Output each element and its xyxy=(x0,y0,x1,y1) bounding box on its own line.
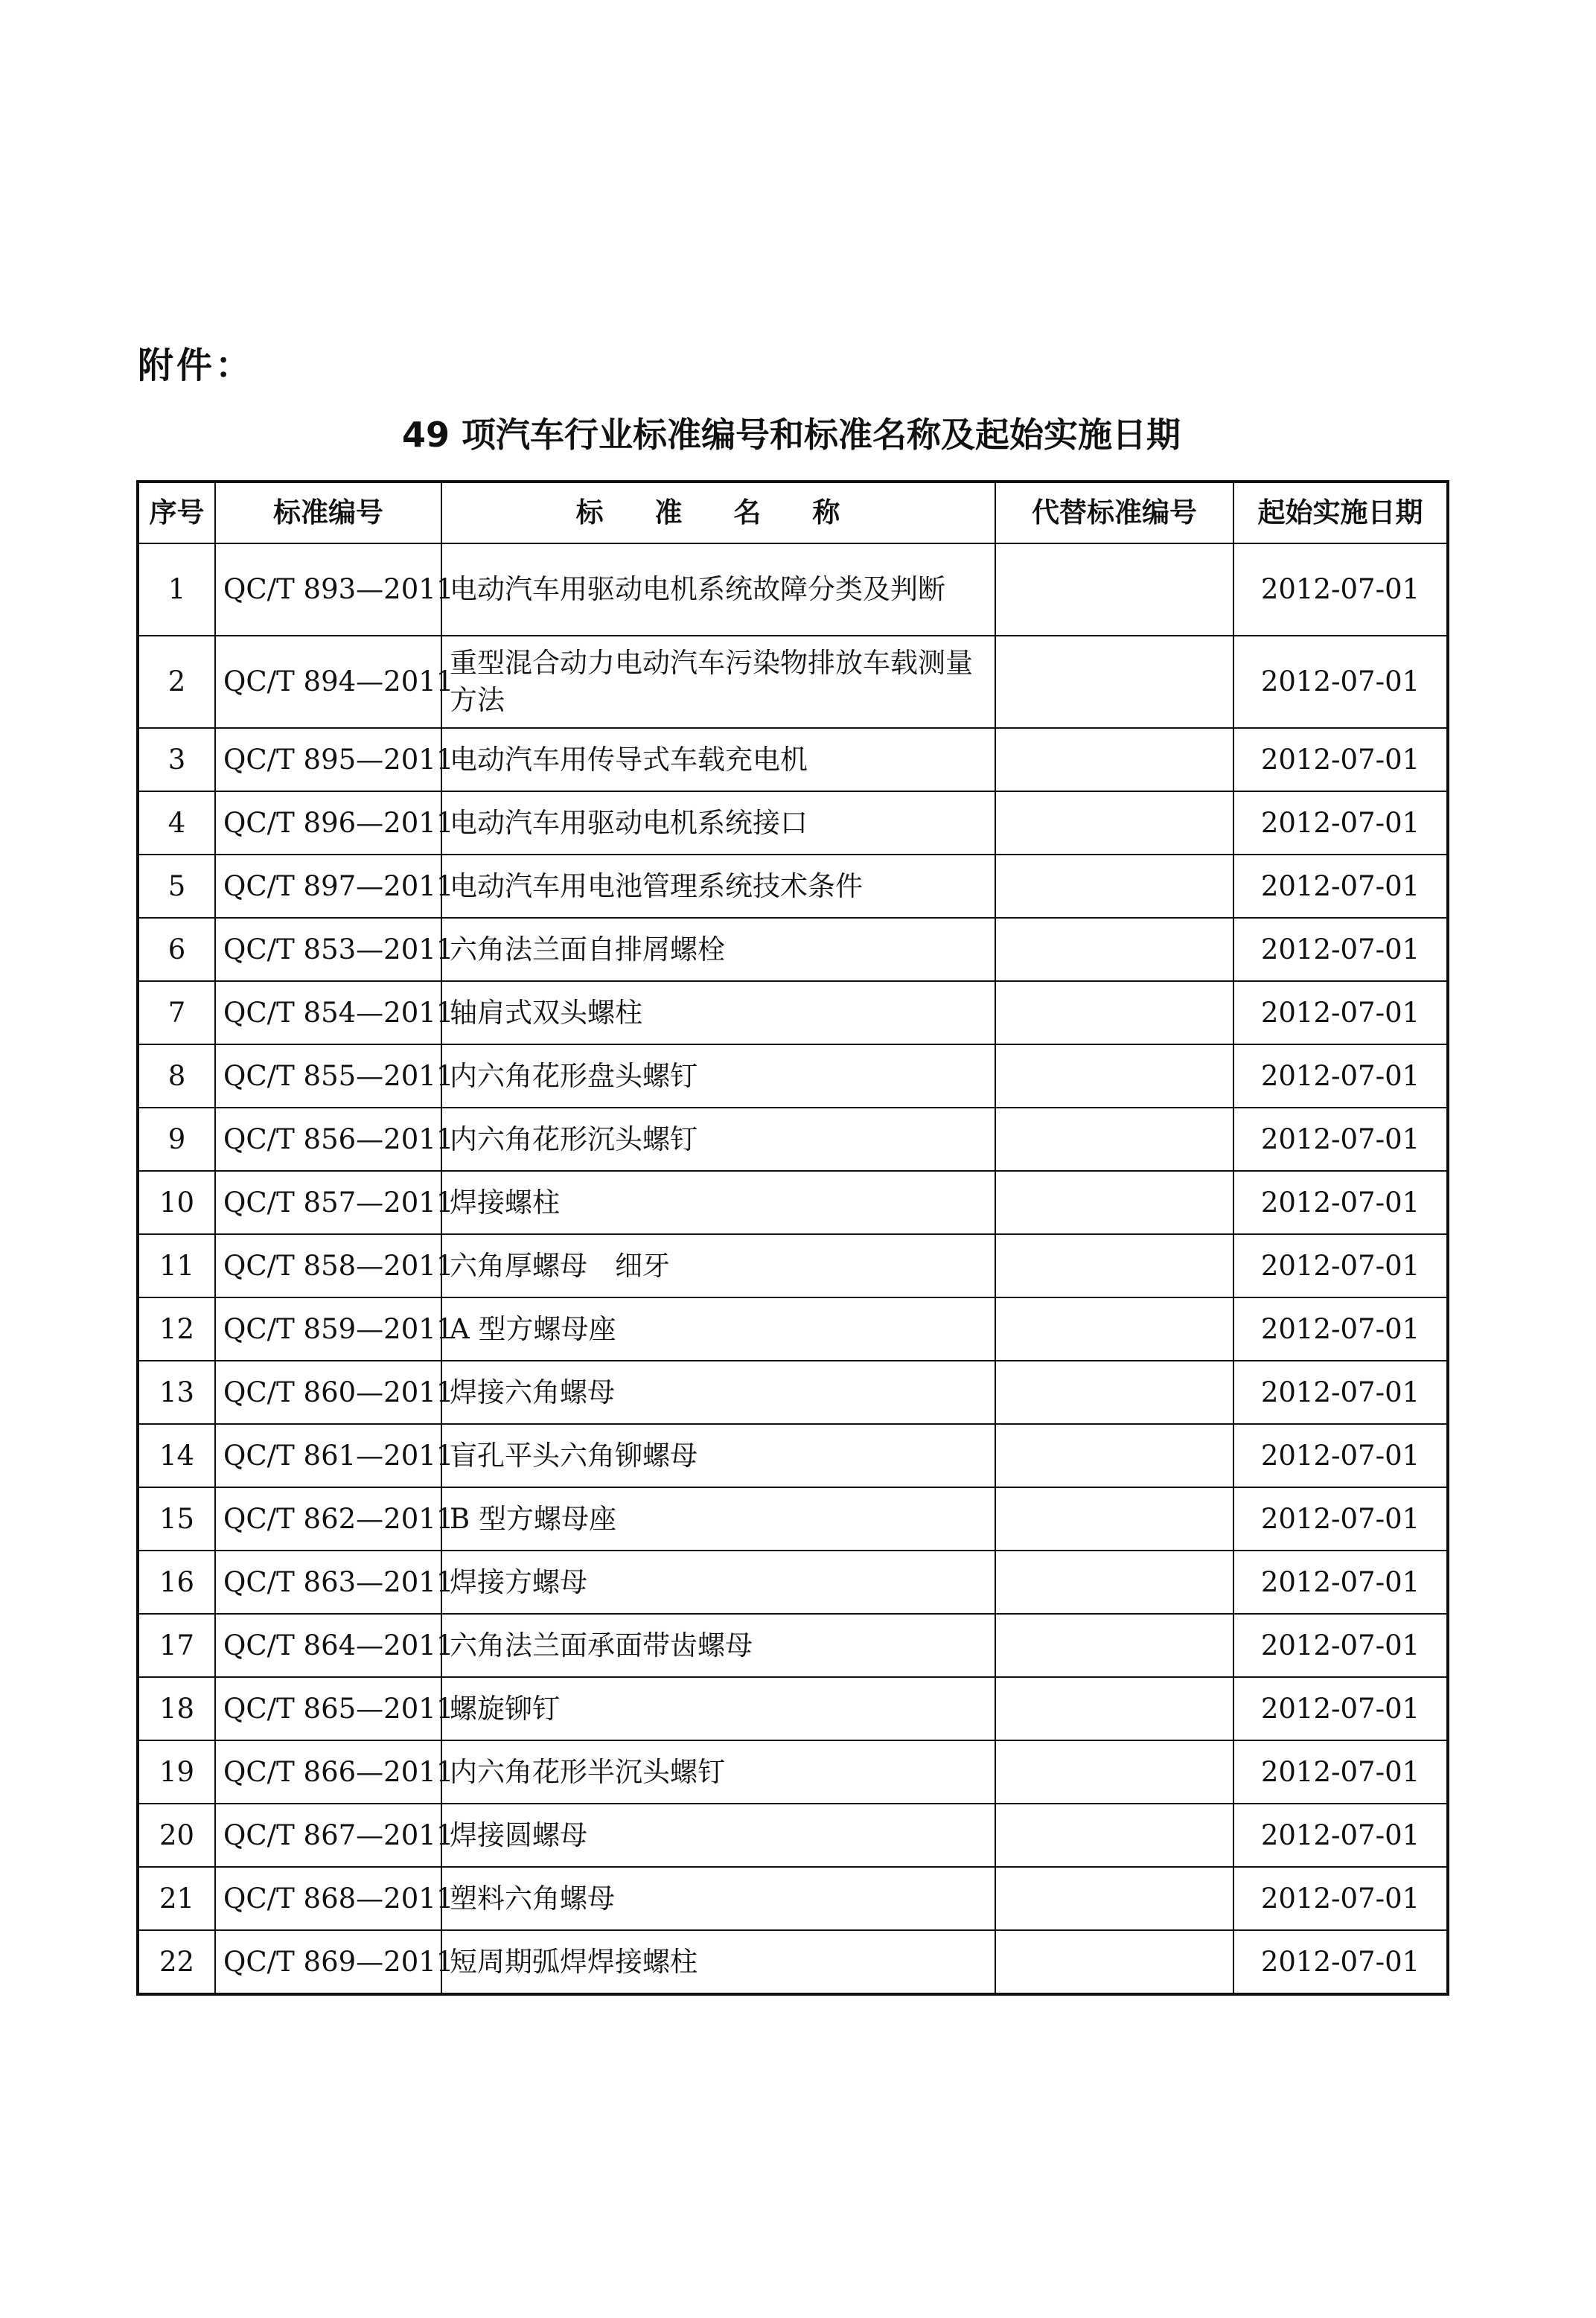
table-row xyxy=(138,791,1448,855)
row-number: 18 xyxy=(138,1677,215,1740)
row-number: 12 xyxy=(138,1297,215,1361)
row-replaced-code xyxy=(995,1297,1233,1361)
row-number: 10 xyxy=(138,1171,215,1234)
row-number: 14 xyxy=(138,1424,215,1487)
row-effective-date: 2012-07-01 xyxy=(1233,1234,1448,1297)
row-standard-code: QC/T 862—2011 xyxy=(215,1487,441,1551)
row-standard-code: QC/T 865—2011 xyxy=(215,1677,441,1740)
column-header-name: 标 准 名 称 xyxy=(441,482,995,543)
row-standard-code: QC/T 893—2011 xyxy=(215,543,441,636)
attachment-label: 附件： xyxy=(138,345,255,386)
row-number: 20 xyxy=(138,1804,215,1867)
table-row xyxy=(138,1614,1448,1677)
row-standard-name: 螺旋铆钉 xyxy=(441,1677,995,1740)
row-standard-name: 焊接圆螺母 xyxy=(441,1804,995,1867)
row-standard-code: QC/T 868—2011 xyxy=(215,1867,441,1930)
row-standard-code: QC/T 860—2011 xyxy=(215,1361,441,1424)
column-header-replaces: 代替标准编号 xyxy=(995,482,1233,543)
row-effective-date: 2012-07-01 xyxy=(1233,1614,1448,1677)
table-row xyxy=(138,543,1448,636)
row-effective-date: 2012-07-01 xyxy=(1233,1804,1448,1867)
row-replaced-code xyxy=(995,1804,1233,1867)
row-standard-code: QC/T 895—2011 xyxy=(215,728,441,791)
row-number: 3 xyxy=(138,728,215,791)
row-standard-name: 六角法兰面承面带齿螺母 xyxy=(441,1614,995,1677)
column-header-code: 标准编号 xyxy=(215,482,441,543)
row-replaced-code xyxy=(995,1614,1233,1677)
row-replaced-code xyxy=(995,1740,1233,1804)
row-standard-code: QC/T 894—2011 xyxy=(215,636,441,728)
row-standard-name: 焊接螺柱 xyxy=(441,1171,995,1234)
row-effective-date: 2012-07-01 xyxy=(1233,543,1448,636)
row-replaced-code xyxy=(995,1171,1233,1234)
column-header-number: 序号 xyxy=(138,482,215,543)
table-row xyxy=(138,1234,1448,1297)
row-number: 11 xyxy=(138,1234,215,1297)
row-effective-date: 2012-07-01 xyxy=(1233,1551,1448,1614)
row-number: 5 xyxy=(138,855,215,918)
row-effective-date: 2012-07-01 xyxy=(1233,981,1448,1044)
row-replaced-code xyxy=(995,1487,1233,1551)
row-number: 15 xyxy=(138,1487,215,1551)
row-replaced-code xyxy=(995,918,1233,981)
row-effective-date: 2012-07-01 xyxy=(1233,1930,1448,1994)
row-number: 9 xyxy=(138,1108,215,1171)
row-number: 21 xyxy=(138,1867,215,1930)
row-standard-name: 短周期弧焊焊接螺柱 xyxy=(441,1930,995,1994)
row-standard-name: 六角法兰面自排屑螺栓 xyxy=(441,918,995,981)
row-standard-code: QC/T 853—2011 xyxy=(215,918,441,981)
row-standard-code: QC/T 861—2011 xyxy=(215,1424,441,1487)
row-standard-name: 盲孔平头六角铆螺母 xyxy=(441,1424,995,1487)
row-replaced-code xyxy=(995,855,1233,918)
table-row xyxy=(138,855,1448,918)
row-standard-name: B 型方螺母座 xyxy=(441,1487,995,1551)
row-replaced-code xyxy=(995,791,1233,855)
standards-table xyxy=(136,480,1449,1996)
row-standard-code: QC/T 864—2011 xyxy=(215,1614,441,1677)
row-number: 2 xyxy=(138,636,215,728)
row-standard-name: 内六角花形沉头螺钉 xyxy=(441,1108,995,1171)
row-standard-name: 内六角花形盘头螺钉 xyxy=(441,1044,995,1108)
row-standard-code: QC/T 857—2011 xyxy=(215,1171,441,1234)
row-effective-date: 2012-07-01 xyxy=(1233,1424,1448,1487)
row-number: 22 xyxy=(138,1930,215,1994)
row-standard-code: QC/T 856—2011 xyxy=(215,1108,441,1171)
table-row xyxy=(138,1740,1448,1804)
row-effective-date: 2012-07-01 xyxy=(1233,855,1448,918)
row-number: 1 xyxy=(138,543,215,636)
table-row xyxy=(138,1551,1448,1614)
table-row xyxy=(138,1677,1448,1740)
row-standard-code: QC/T 854—2011 xyxy=(215,981,441,1044)
row-effective-date: 2012-07-01 xyxy=(1233,636,1448,728)
row-number: 16 xyxy=(138,1551,215,1614)
row-effective-date: 2012-07-01 xyxy=(1233,1361,1448,1424)
row-standard-code: QC/T 859—2011 xyxy=(215,1297,441,1361)
row-standard-name: 轴肩式双头螺柱 xyxy=(441,981,995,1044)
row-effective-date: 2012-07-01 xyxy=(1233,1740,1448,1804)
row-effective-date: 2012-07-01 xyxy=(1233,791,1448,855)
column-header-date: 起始实施日期 xyxy=(1233,482,1448,543)
row-replaced-code xyxy=(995,636,1233,728)
table-row xyxy=(138,1424,1448,1487)
row-effective-date: 2012-07-01 xyxy=(1233,1297,1448,1361)
row-replaced-code xyxy=(995,728,1233,791)
row-standard-name: A 型方螺母座 xyxy=(441,1297,995,1361)
row-standard-code: QC/T 855—2011 xyxy=(215,1044,441,1108)
row-standard-name: 焊接六角螺母 xyxy=(441,1361,995,1424)
row-standard-code: QC/T 897—2011 xyxy=(215,855,441,918)
table-body xyxy=(138,543,1448,1994)
row-replaced-code xyxy=(995,1677,1233,1740)
row-effective-date: 2012-07-01 xyxy=(1233,1108,1448,1171)
row-replaced-code xyxy=(995,1551,1233,1614)
row-standard-name: 电动汽车用传导式车载充电机 xyxy=(441,728,995,791)
row-number: 4 xyxy=(138,791,215,855)
row-replaced-code xyxy=(995,1361,1233,1424)
table-row xyxy=(138,1804,1448,1867)
table-row xyxy=(138,1044,1448,1108)
table-row xyxy=(138,1108,1448,1171)
row-standard-code: QC/T 869—2011 xyxy=(215,1930,441,1994)
row-standard-name: 电动汽车用驱动电机系统故障分类及判断 xyxy=(441,543,995,636)
row-standard-code: QC/T 863—2011 xyxy=(215,1551,441,1614)
row-effective-date: 2012-07-01 xyxy=(1233,1044,1448,1108)
row-number: 8 xyxy=(138,1044,215,1108)
row-replaced-code xyxy=(995,1930,1233,1994)
row-effective-date: 2012-07-01 xyxy=(1233,1677,1448,1740)
row-standard-code: QC/T 896—2011 xyxy=(215,791,441,855)
table-row xyxy=(138,1930,1448,1994)
row-standard-name: 电动汽车用驱动电机系统接口 xyxy=(441,791,995,855)
table-row xyxy=(138,981,1448,1044)
table-row xyxy=(138,1867,1448,1930)
row-standard-name: 内六角花形半沉头螺钉 xyxy=(441,1740,995,1804)
row-standard-code: QC/T 866—2011 xyxy=(215,1740,441,1804)
row-number: 13 xyxy=(138,1361,215,1424)
row-replaced-code xyxy=(995,981,1233,1044)
row-replaced-code xyxy=(995,1424,1233,1487)
row-standard-name: 六角厚螺母 细牙 xyxy=(441,1234,995,1297)
row-replaced-code xyxy=(995,1044,1233,1108)
row-replaced-code xyxy=(995,1867,1233,1930)
row-number: 6 xyxy=(138,918,215,981)
row-standard-code: QC/T 858—2011 xyxy=(215,1234,441,1297)
row-replaced-code xyxy=(995,1234,1233,1297)
row-standard-name: 塑料六角螺母 xyxy=(441,1867,995,1930)
table-row xyxy=(138,1297,1448,1361)
row-number: 19 xyxy=(138,1740,215,1804)
table-row xyxy=(138,728,1448,791)
row-effective-date: 2012-07-01 xyxy=(1233,918,1448,981)
row-effective-date: 2012-07-01 xyxy=(1233,1867,1448,1930)
row-effective-date: 2012-07-01 xyxy=(1233,1487,1448,1551)
row-standard-code: QC/T 867—2011 xyxy=(215,1804,441,1867)
row-effective-date: 2012-07-01 xyxy=(1233,1171,1448,1234)
row-standard-name: 电动汽车用电池管理系统技术条件 xyxy=(441,855,995,918)
table-header-row xyxy=(138,482,1448,543)
row-effective-date: 2012-07-01 xyxy=(1233,728,1448,791)
row-standard-name: 焊接方螺母 xyxy=(441,1551,995,1614)
table-row xyxy=(138,1361,1448,1424)
table-row xyxy=(138,1487,1448,1551)
row-number: 7 xyxy=(138,981,215,1044)
row-replaced-code xyxy=(995,1108,1233,1171)
row-number: 17 xyxy=(138,1614,215,1677)
table-row xyxy=(138,918,1448,981)
table-row xyxy=(138,1171,1448,1234)
document-title: 49 项汽车行业标准编号和标准名称及起始实施日期 xyxy=(401,415,1181,455)
row-standard-name: 重型混合动力电动汽车污染物排放车载测量方法 xyxy=(441,636,995,728)
row-replaced-code xyxy=(995,543,1233,636)
table-row xyxy=(138,636,1448,728)
